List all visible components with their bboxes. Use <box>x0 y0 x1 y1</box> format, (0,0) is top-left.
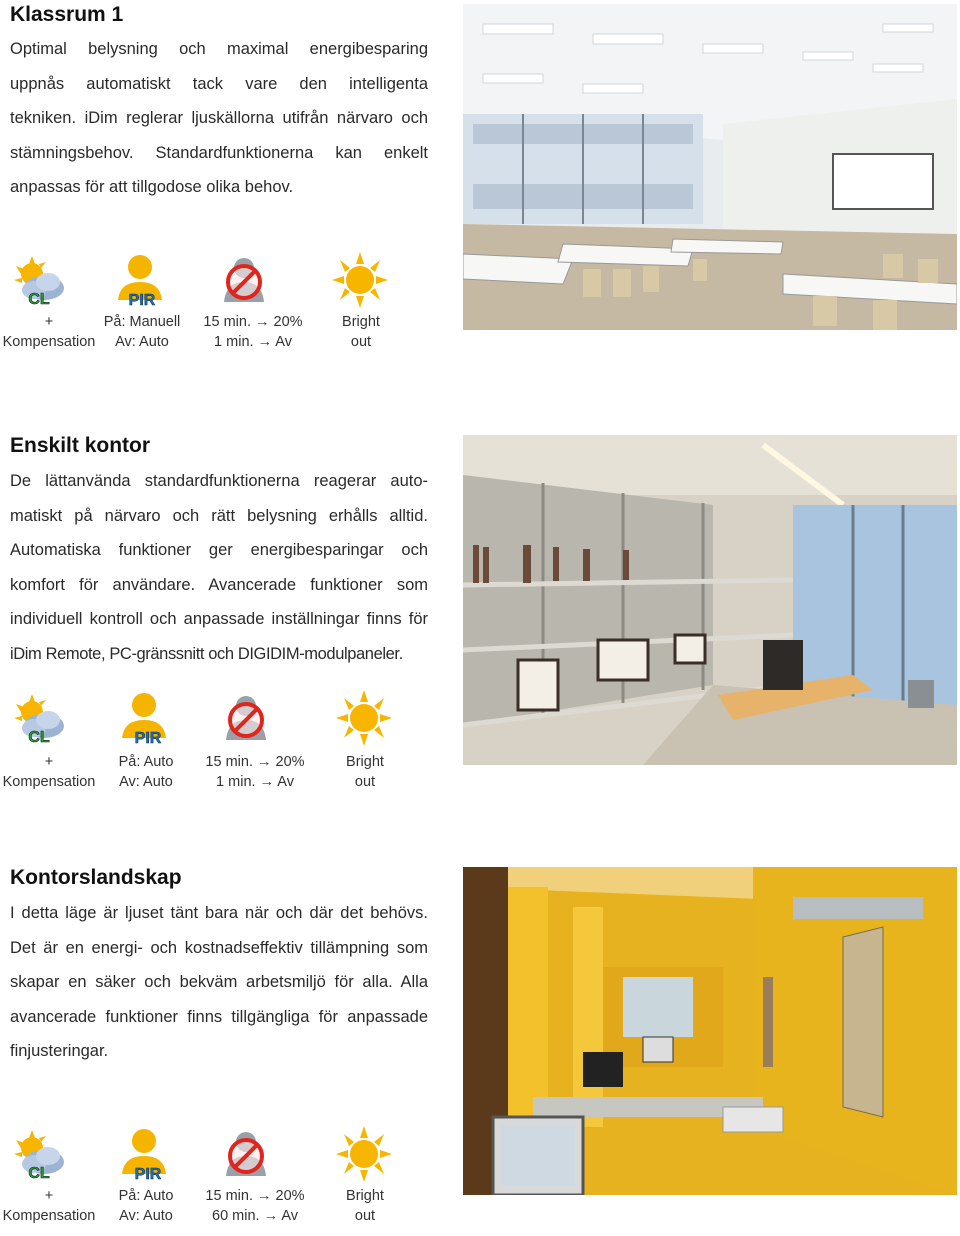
pir-badge: PIR <box>128 292 156 309</box>
cl-badge: CL <box>28 1165 50 1182</box>
section-title: Kontorslandskap <box>10 866 182 889</box>
section-paragraph <box>10 32 428 205</box>
bright-out-caption: Bright out <box>346 754 384 790</box>
para-line: komfort för användare. Avancerade funktioner som <box>10 575 428 594</box>
sun-icon <box>330 252 390 312</box>
timer-caption: 15 min. → 20% 1 min. → Av <box>205 754 305 790</box>
para-line: De lättanvända standardfunktionerna reagerar auto- <box>10 472 428 490</box>
para-line: uppnås automatiskt tack vare den intelligenta <box>10 74 428 93</box>
compensation-caption: + Kompensation <box>2 314 96 350</box>
private-office-photo <box>463 435 957 765</box>
sun-icon <box>334 1126 394 1186</box>
section-enskilt-kontor <box>0 432 960 812</box>
section-kontorslandskap <box>0 864 960 1225</box>
para-line: individuell kontroll och anpassade inställningar finns för <box>10 610 428 628</box>
para-line: Optimal belysning och maximal energibesparing <box>10 40 428 58</box>
cloud-sun-cl-icon <box>10 1126 70 1186</box>
cl-badge: CL <box>28 291 50 308</box>
pir-badge: PIR <box>134 730 162 747</box>
para-line: stämningsbehov. Standardfunktionerna kan enkelt <box>10 143 428 162</box>
open-office-photo <box>463 867 957 1195</box>
para-line: anpassas för att tillgodose olika behov. <box>10 178 294 196</box>
para-line: Det är en energi- och kostnadseffektiv tillämpning som <box>10 938 428 957</box>
timer-caption: 15 min. → 20% 60 min. → Av <box>205 1188 305 1224</box>
para-line: finjusteringar. <box>10 1042 109 1060</box>
para-line: avancerade funktioner finns tillgängliga för anpassade <box>10 1007 428 1026</box>
pir-badge: PIR <box>134 1166 162 1183</box>
pir-caption: På: Auto Av: Auto <box>118 1188 174 1224</box>
icon-row <box>0 1126 440 1236</box>
bright-out-caption: Bright out <box>346 1188 384 1224</box>
section-paragraph <box>10 896 428 1069</box>
sun-icon <box>334 690 394 750</box>
para-line: Automatiska funktioner ger energibesparingar och <box>10 541 428 559</box>
para-line: skapar en säker och bekväm arbetsmiljö för alla. Alla <box>10 973 428 991</box>
bright-out-caption: Bright out <box>342 314 380 350</box>
absence-timer-icon <box>214 252 274 312</box>
compensation-caption: + Kompensation <box>2 754 96 790</box>
timer-caption: 15 min. → 20% 1 min. → Av <box>203 314 303 350</box>
absence-timer-icon <box>216 690 276 750</box>
para-line: tekniken. iDim reglerar ljuskällorna utifrån närvaro och <box>10 109 428 127</box>
pir-caption: På: Auto Av: Auto <box>118 754 174 790</box>
absence-timer-icon <box>216 1126 276 1186</box>
para-line: iDim Remote, PC-gränssnitt och DIGIDIM-modulpaneler. <box>10 644 403 663</box>
icon-row <box>0 690 440 800</box>
pir-person-icon <box>110 252 170 312</box>
cloud-sun-cl-icon <box>10 252 70 312</box>
pir-person-icon <box>114 690 174 750</box>
classroom-photo <box>463 4 957 330</box>
compensation-caption: + Kompensation <box>2 1188 96 1224</box>
para-line: I detta läge är ljuset tänt bara när och där det behövs. <box>10 904 428 922</box>
section-paragraph <box>10 464 428 671</box>
para-line: matiskt på närvaro och rätt belysning erhålls alltid. <box>10 506 428 525</box>
pir-caption: På: Manuell Av: Auto <box>103 314 181 350</box>
cloud-sun-cl-icon <box>10 690 70 750</box>
icon-row <box>0 252 440 362</box>
section-klassrum <box>0 0 960 400</box>
cl-badge: CL <box>28 729 50 746</box>
pir-person-icon <box>114 1126 174 1186</box>
section-title: Enskilt kontor <box>10 434 151 457</box>
section-title: Klassrum 1 <box>10 3 124 26</box>
